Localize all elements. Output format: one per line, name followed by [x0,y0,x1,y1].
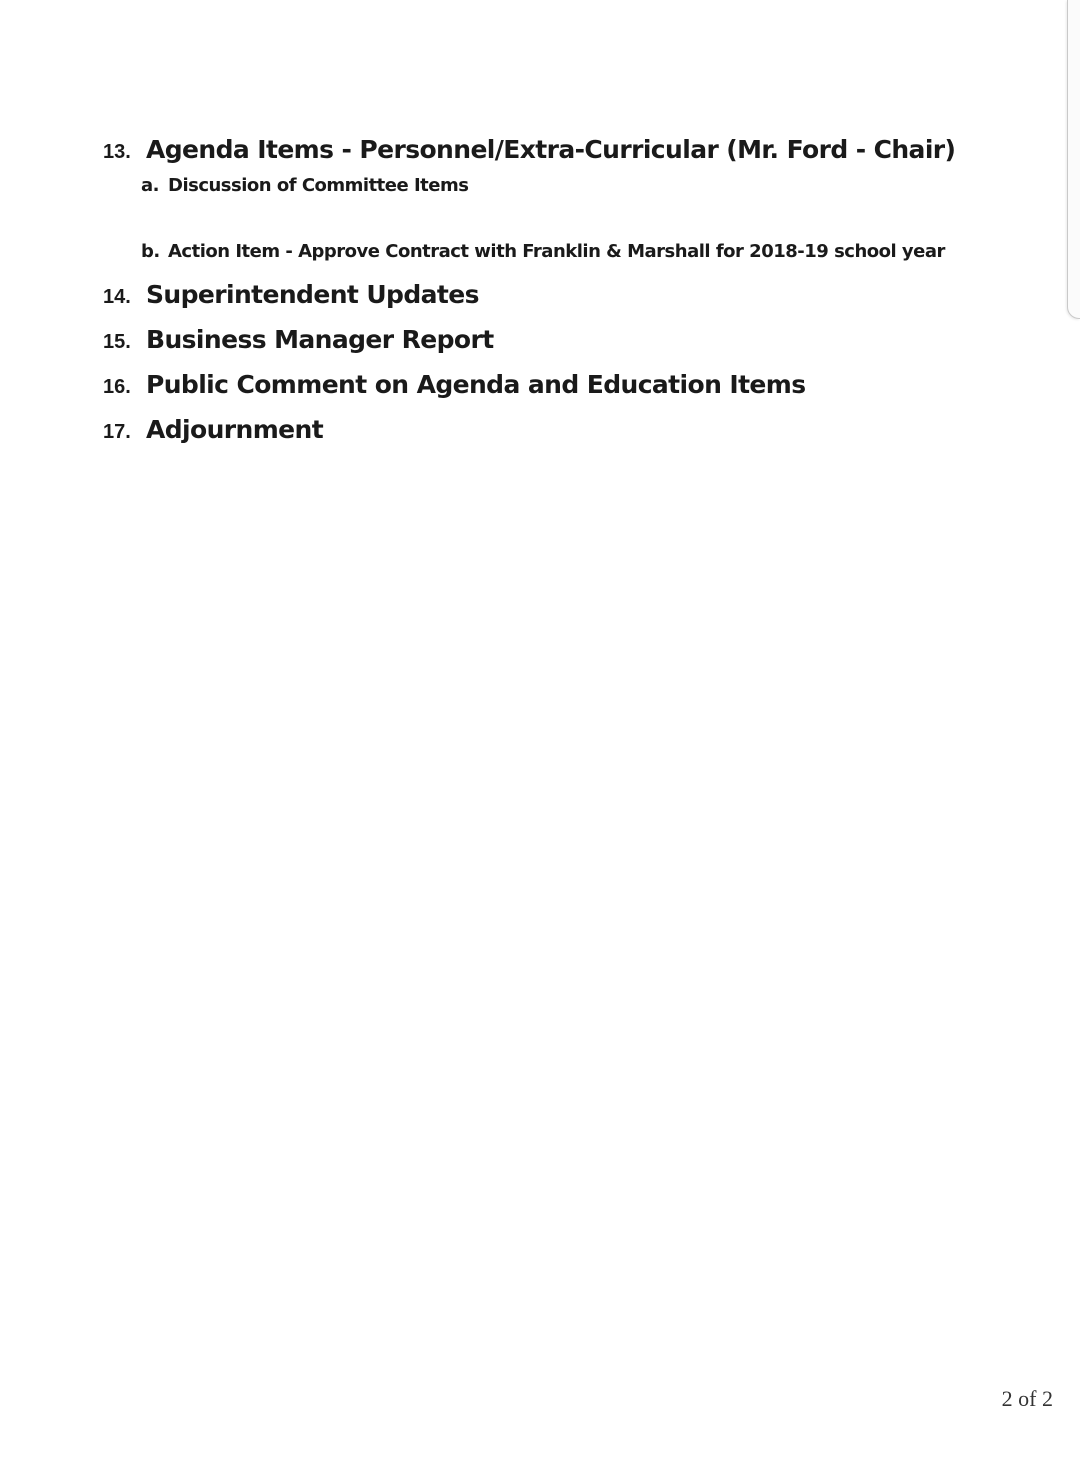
agenda-item-title: Superintendent Updates [146,280,479,309]
agenda-item-14 [103,275,1003,320]
subitem-letter: b. [141,241,160,262]
subitem-text: Discussion of Committee Items [168,175,469,196]
agenda-subitems [103,171,1003,271]
agenda-item-number: 13. [103,141,131,163]
agenda-item-number: 16. [103,376,131,398]
subitem-text: Action Item - Approve Contract with Franklin & Marshall for 2018-19 school year [168,241,945,262]
agenda-item-number: 17. [103,421,131,443]
agenda-item-title: Agenda Items - Personnel/Extra-Curricular (Mr. Ford - Chair) [146,135,956,164]
agenda-item-number: 15. [103,331,131,353]
agenda-subitem-a [141,171,1003,211]
agenda-item-16 [103,365,1003,410]
agenda-item-13 [103,130,1003,175]
page-number: 2 of 2 [1001,1386,1053,1411]
agenda-subitem-b [141,237,1003,271]
agenda-item-title: Business Manager Report [146,325,494,354]
scrollbar-edge[interactable] [1067,0,1080,319]
agenda-item-number: 14. [103,286,131,308]
agenda-item-title: Adjournment [146,415,324,444]
agenda-item-15 [103,320,1003,365]
agenda-item-title: Public Comment on Agenda and Education Items [146,370,806,399]
agenda-item-17 [103,410,1003,455]
subitem-letter: a. [141,175,159,196]
agenda-list [103,130,1003,455]
